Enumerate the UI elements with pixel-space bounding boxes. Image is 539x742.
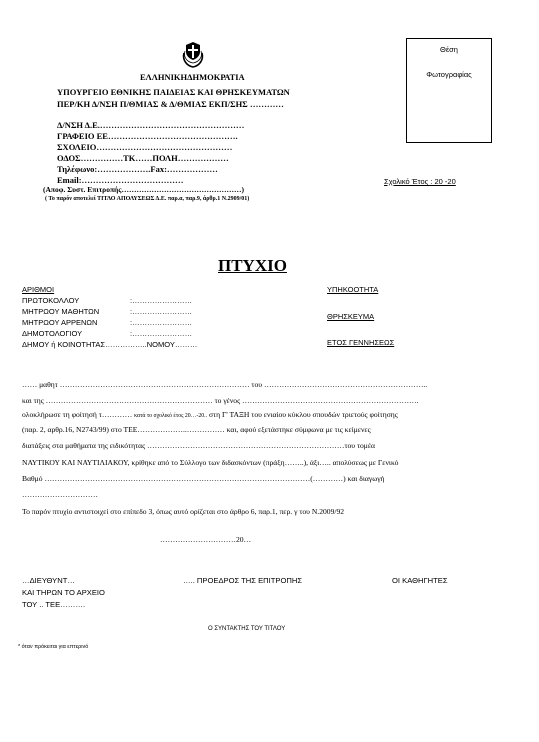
school-year: Σχολικό Έτος : 20 -20 (384, 177, 456, 186)
directorate-field: Δ/ΝΣΗ Δ.Ε.…………………………………………… (57, 120, 245, 130)
completion-text: ολοκλήρωσε τη φοίτησή τ………… (22, 410, 133, 419)
level-statement: Το παρόν πτυχίο αντιστοιχεί στο επίπεδο 3, όπως αυτό ορίζεται στο άρθρο 6, παρ.1, περ. γ του Ν.2009/92 (22, 507, 345, 516)
page-title: ΠΤΥΧΙΟ (218, 256, 287, 275)
photo-box-line1: Θέση (440, 45, 458, 54)
school-tee: ΤΟΥ .. ΤΕΕ………. (22, 600, 86, 609)
student-line: …… μαθητ ………………………………………………………………… του ……………………………………………………….. (22, 380, 428, 389)
mother-line: και της ………………………………………………………… το γένος ……………………………………………………………. (22, 396, 419, 405)
school-field: ΣΧΟΛΕΙΟ………………………………………… (57, 142, 233, 152)
municipal-register-value: :…………………… (130, 329, 193, 338)
municipal-register-label: ΔΗΜΟΤΟΛΟΓΙΟΥ (22, 329, 83, 338)
photo-box-line2: Φωτογραφίας (426, 70, 472, 79)
date-line: …………………………20… (160, 535, 252, 544)
numbers-heading: ΑΡΙΘΜΟΙ (22, 285, 55, 294)
male-register-label: ΜΗΤΡΩΟΥ ΑΡΡΕΝΩΝ (22, 318, 98, 327)
law-line: (παρ. 2, αρθρ.16, Ν2743/99) στο ΤΕΕ………………..…………… και, αφού εξετάστηκε σύμφωνα με τις κείμενες (22, 425, 371, 434)
citizenship-label: ΥΠΗΚΟΟΤΗΤΑ (327, 285, 379, 294)
conduct-line: ………………………… (22, 490, 98, 499)
municipality-prefecture: ΔΗΜΟΥ ή ΚΟΙΝΟΤΗΤΑΣ……………..ΝΟΜΟΥ……… (22, 340, 198, 349)
class-text: στη Γ' ΤΑΞΗ του ενιαίου κύκλου σπουδών τριετούς φοίτησης (208, 410, 398, 419)
committee-decision-field: (Αποφ. Συστ. Επιτροπής…………………………………………) (43, 185, 244, 194)
photo-box (406, 38, 492, 143)
completion-line (22, 411, 398, 420)
male-register-value: :…………………… (130, 318, 193, 327)
greek-emblem-icon (180, 40, 206, 68)
phone-fax-field: Τηλέφωνο:……………….Fax:……………… (57, 164, 218, 174)
legal-note: ( Το παρόν αποτελεί ΤΙΤΛΟ ΑΠΟΛΥΣΕΩΣ Δ.Ε. παρ.α, παρ.9, άρθρ.1 Ν.2909/01) (45, 196, 250, 202)
specialty-line: διατάξεις στα μαθήματα της ειδικότητας ……………………………………………………………………του τομέα (22, 441, 376, 450)
birth-year-label: ΕΤΟΣ ΓΕΝΝΗΣΕΩΣ (327, 338, 395, 347)
teachers-title: ΟΙ ΚΑΘΗΓΗΤΕΣ (392, 576, 448, 585)
composer-title: Ο ΣΥΝΤΑΚΤΗΣ ΤΟΥ ΤΙΤΛΟΥ (208, 626, 286, 632)
state-name: ΕΛΛΗΝΙΚΗΔΗΜΟΚΡΑΤΙΑ (140, 72, 245, 82)
student-register-value: :…………………… (130, 307, 193, 316)
religion-label: ΘΡΗΣΚΕΥΜΑ (327, 312, 375, 321)
email-field: Email:……………………………… (57, 175, 184, 185)
directorate-name: ΠΕΡ/ΚΗ Δ/ΝΣΗ Π/ΘΜΙΑΣ & Δ/ΘΜΙΑΣ ΕΚΠ/ΣΗΣ ………… (57, 99, 284, 109)
protocol-value: :…………………… (130, 296, 193, 305)
sector-line: ΝΑΥΤΙΚΟΥ ΚΑΙ ΝΑΥΤΙΛΙΑΚΟΥ, κρίθηκε από το Σύλλογο των διδασκόντων (πράξη……..), άξι….. απολύσεως με Γενικό (22, 458, 399, 467)
director-title: …ΔΙΕΥΘΥΝΤ… (22, 576, 75, 585)
student-register-label: ΜΗΤΡΩΟΥ ΜΑΘΗΤΩΝ (22, 307, 100, 316)
ministry-name: ΥΠΟΥΡΓΕΙΟ ΕΘΝΙΚΗΣ ΠΑΙΔΕΙΑΣ ΚΑΙ ΘΡΗΣΚΕΥΜΑΤΩΝ (57, 87, 290, 97)
office-field: ΓΡΑΦΕΙΟ ΕΕ………………………………………. (57, 131, 238, 141)
committee-president: ….. ΠΡΟΕΔΡΟΣ ΤΗΣ ΕΠΙΤΡΟΠΗΣ (183, 576, 303, 585)
grade-line: Βαθμό ……………………………………………………………………………………………(…………) και διαγωγή (22, 474, 385, 483)
school-year-text: κατά το σχολικό έτος 20…-20.. (134, 413, 208, 419)
protocol-label: ΠΡΩΤΟΚΟΛΛΟΥ (22, 296, 80, 305)
address-field: ΟΔΟΣ……………ΤΚ……ΠΟΛΗ……………… (57, 153, 229, 163)
footnote: * όταν πρόκειται για επτερινό (18, 644, 89, 650)
archive-keeper: ΚΑΙ ΤΗΡΩΝ ΤΟ ΑΡΧΕΙΟ (22, 588, 105, 597)
